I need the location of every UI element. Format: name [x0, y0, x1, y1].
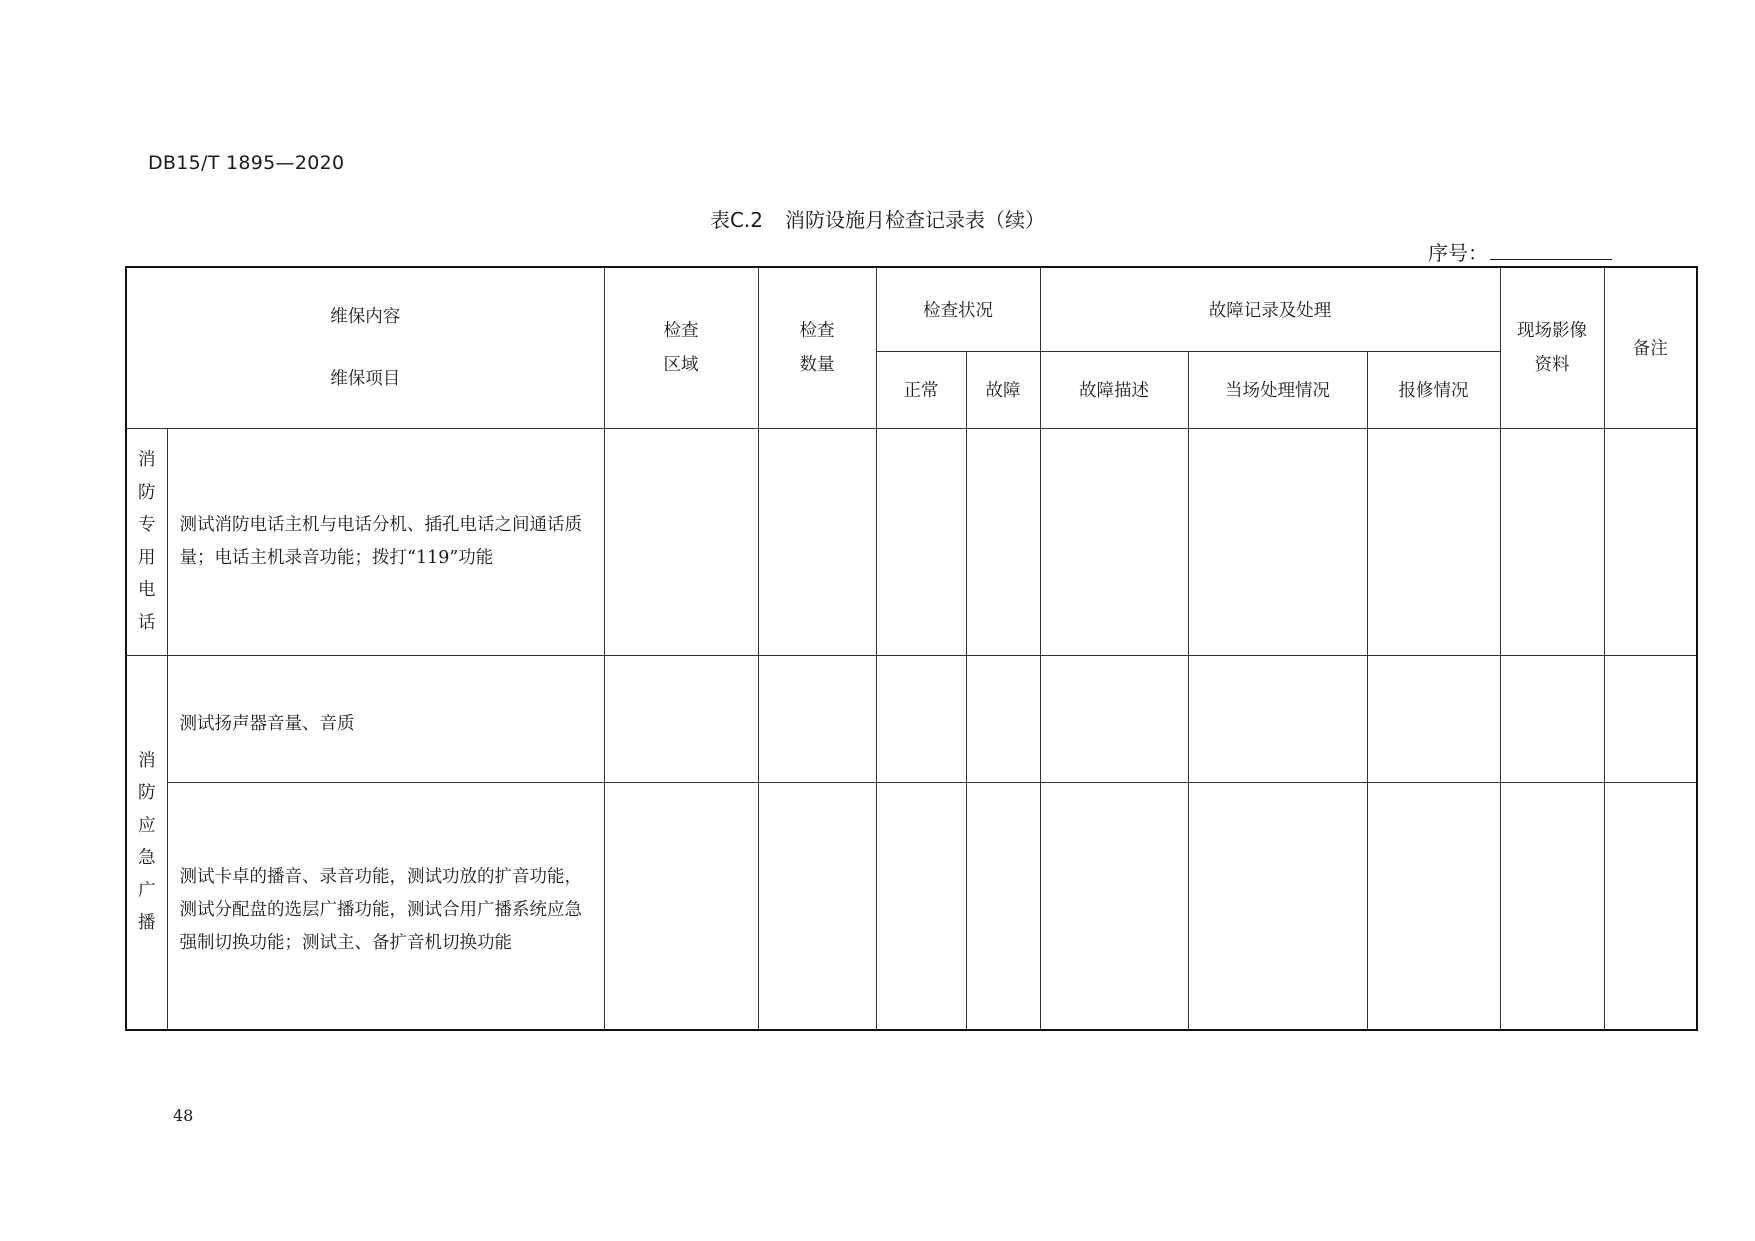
table-row [126, 782, 1697, 1030]
header-remark: 备注 [1604, 267, 1697, 428]
serial-label: 序号： [1428, 241, 1488, 265]
page-number: 48 [173, 1106, 194, 1125]
cell-remark[interactable] [1604, 428, 1697, 655]
header-status: 检查状况 [876, 267, 1040, 351]
table-number: 表C.2 [709, 208, 764, 232]
group-char: 防 [138, 482, 156, 503]
cell-fault-desc[interactable] [1040, 655, 1188, 782]
group-char: 专 [138, 515, 156, 535]
header-repair: 报修情况 [1367, 351, 1500, 428]
item-speaker-test: 测试扬声器音量、音质 [167, 655, 604, 782]
cell-area[interactable] [604, 655, 758, 782]
cell-onsite[interactable] [1188, 428, 1367, 655]
cell-remark[interactable] [1604, 655, 1697, 782]
cell-area[interactable] [604, 428, 758, 655]
table-row [126, 428, 1697, 655]
header-onsite: 当场处理情况 [1188, 351, 1367, 428]
cell-onsite[interactable] [1188, 655, 1367, 782]
cell-normal[interactable] [876, 428, 966, 655]
item-phone-test: 测试消防电话主机与电话分机、插孔电话之间通话质量；电话主机录音功能；拨打“119”功能 [167, 428, 604, 655]
cell-onsite[interactable] [1188, 782, 1367, 1030]
table-title [0, 204, 1755, 233]
header-content: 维保内容 [330, 306, 401, 327]
header-item: 维保项目 [330, 368, 401, 389]
header-fault-desc: 故障描述 [1040, 351, 1188, 428]
group-name-broadcast [126, 655, 167, 1030]
cell-remark[interactable] [1604, 782, 1697, 1030]
serial-field[interactable] [1490, 259, 1612, 260]
group-char: 应 [138, 815, 156, 836]
cell-photo[interactable] [1500, 782, 1604, 1030]
group-char: 消 [138, 450, 156, 470]
header-area [604, 267, 758, 428]
cell-fault[interactable] [966, 655, 1040, 782]
group-name-fire-phone [126, 428, 167, 655]
header-photo-line1: 现场影像 [1517, 320, 1588, 341]
header-fault-record: 故障记录及处理 [1040, 267, 1500, 351]
cell-fault-desc[interactable] [1040, 428, 1188, 655]
cell-repair[interactable] [1367, 655, 1500, 782]
group-char: 广 [138, 880, 156, 901]
header-normal: 正常 [876, 351, 966, 428]
group-char: 防 [138, 783, 156, 804]
cell-area[interactable] [604, 782, 758, 1030]
header-quantity-line2: 数量 [799, 354, 835, 375]
cell-repair[interactable] [1367, 782, 1500, 1030]
cell-normal[interactable] [876, 655, 966, 782]
table-name: 消防设施月检查记录表（续） [785, 208, 1046, 232]
cell-repair[interactable] [1367, 428, 1500, 655]
standard-code: DB15/T 1895—2020 [148, 152, 345, 174]
cell-quantity[interactable] [758, 655, 876, 782]
item-broadcast-test: 测试卡卓的播音、录音功能，测试功放的扩音功能，测试分配盘的选层广播功能，测试合用广播系统应急强制切换功能；测试主、备扩音机切换功能 [167, 782, 604, 1030]
header-photo [1500, 267, 1604, 428]
cell-fault[interactable] [966, 782, 1040, 1030]
header-quantity [758, 267, 876, 428]
cell-photo[interactable] [1500, 655, 1604, 782]
cell-photo[interactable] [1500, 428, 1604, 655]
inspection-record-table [125, 266, 1698, 1031]
group-char: 消 [138, 750, 156, 771]
group-char: 播 [138, 913, 156, 934]
header-quantity-line1: 检查 [799, 320, 835, 341]
group-char: 电 [138, 580, 156, 600]
header-photo-line2: 资料 [1534, 354, 1570, 375]
group-char: 话 [138, 612, 156, 633]
header-area-line2: 区域 [663, 354, 699, 375]
cell-normal[interactable] [876, 782, 966, 1030]
header-area-line1: 检查 [663, 320, 699, 341]
table-row [126, 655, 1697, 782]
cell-quantity[interactable] [758, 428, 876, 655]
cell-quantity[interactable] [758, 782, 876, 1030]
group-char: 用 [138, 547, 156, 568]
header-content-item [126, 267, 604, 428]
group-char: 急 [138, 848, 156, 869]
cell-fault-desc[interactable] [1040, 782, 1188, 1030]
header-fault: 故障 [966, 351, 1040, 428]
cell-fault[interactable] [966, 428, 1040, 655]
